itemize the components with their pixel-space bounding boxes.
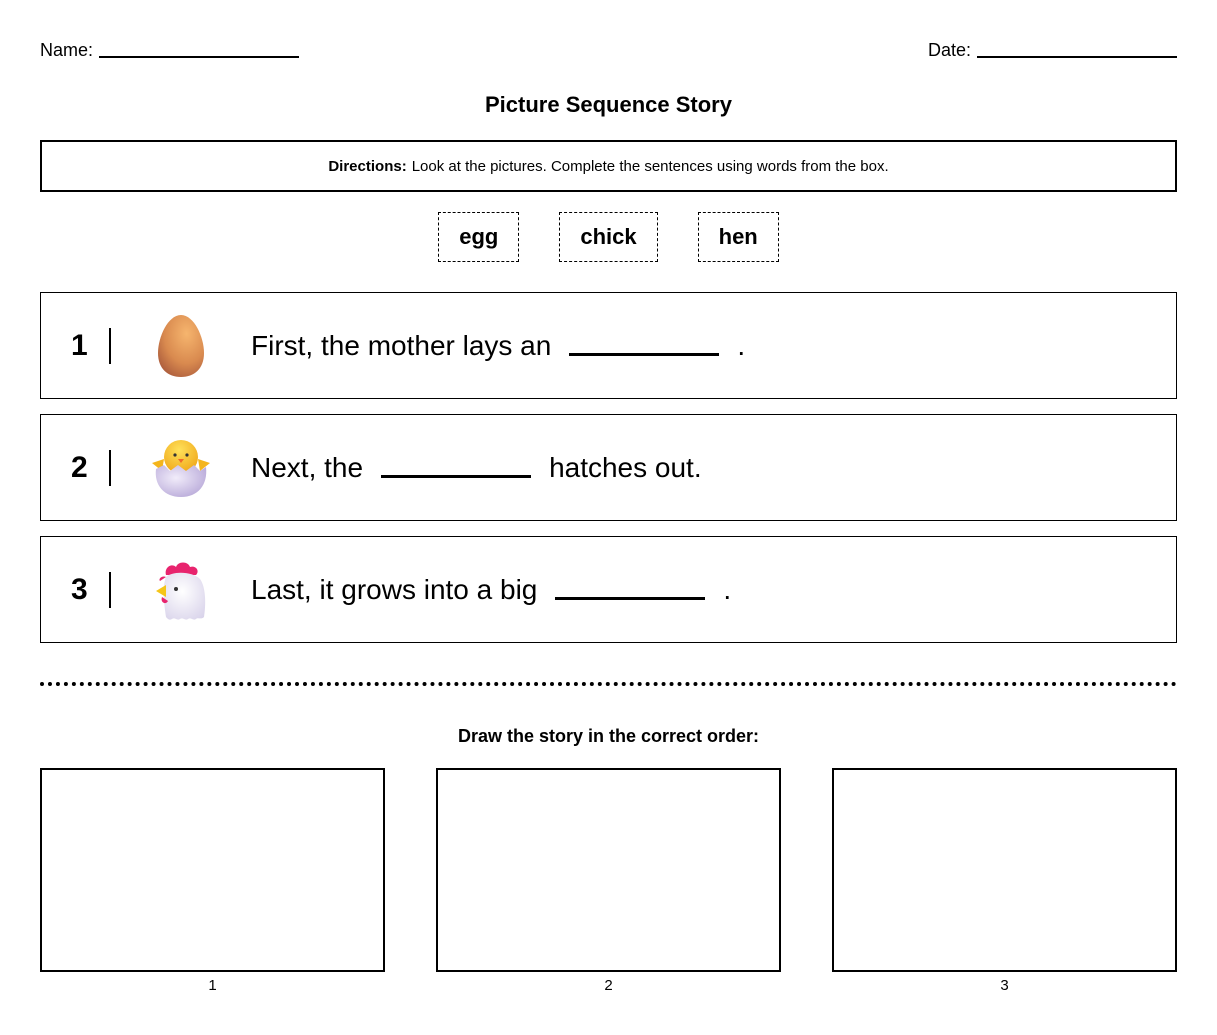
draw-section-title: Draw the story in the correct order: <box>457 726 760 746</box>
row-number: 2 <box>71 450 88 484</box>
word-bank-item: chick <box>559 212 657 262</box>
sentence-text-after: hatches out. <box>549 451 702 483</box>
word-bank-item: egg <box>438 212 519 262</box>
sentence-text-before: Last, it grows into a big <box>251 573 538 605</box>
sentence-text-before: Next, the <box>251 451 364 483</box>
sentence <box>251 415 702 520</box>
row-number: 1 <box>71 328 88 362</box>
word-bank <box>0 212 1217 262</box>
sentence-row-2 <box>40 414 1177 521</box>
drawing-panel-3[interactable] <box>832 768 1177 972</box>
sentence <box>251 537 731 642</box>
sentence-row-1 <box>40 292 1177 399</box>
row-number: 3 <box>71 572 88 606</box>
panel-label: 3 <box>1000 977 1009 994</box>
sentence-text-before: First, the mother lays an <box>251 329 552 361</box>
drawing-panel-1[interactable] <box>40 768 385 972</box>
answer-blank[interactable] <box>381 458 531 478</box>
date-label: Date: <box>927 40 971 60</box>
directions-box <box>40 140 1177 192</box>
date-field <box>928 38 1177 62</box>
sentence-text-after: . <box>723 573 732 605</box>
sentence-text-after: . <box>737 329 746 361</box>
answer-blank[interactable] <box>555 580 705 600</box>
egg-icon <box>146 313 216 379</box>
word-bank-item: hen <box>698 212 779 262</box>
name-label: Name: <box>40 40 94 60</box>
row-separator <box>109 572 111 608</box>
date-input-line[interactable] <box>977 40 1177 58</box>
answer-blank[interactable] <box>569 336 719 356</box>
panel-label: 1 <box>208 977 217 994</box>
name-input-line[interactable] <box>99 40 299 58</box>
drawing-panel-2[interactable] <box>436 768 781 972</box>
sentence-row-3 <box>40 536 1177 643</box>
hatching-chick-icon <box>146 435 216 501</box>
sentence <box>251 293 745 398</box>
directions-text: Look at the pictures. Complete the sentences using words from the box. <box>411 157 889 175</box>
name-field <box>40 38 299 62</box>
header-row <box>40 38 1177 62</box>
page-title: Picture Sequence Story <box>485 92 732 117</box>
row-separator <box>109 450 111 486</box>
directions-label: Directions: <box>328 157 407 175</box>
hen-icon <box>146 557 216 623</box>
dotted-divider <box>40 682 1177 686</box>
row-separator <box>109 328 111 364</box>
panel-label: 2 <box>604 977 613 994</box>
